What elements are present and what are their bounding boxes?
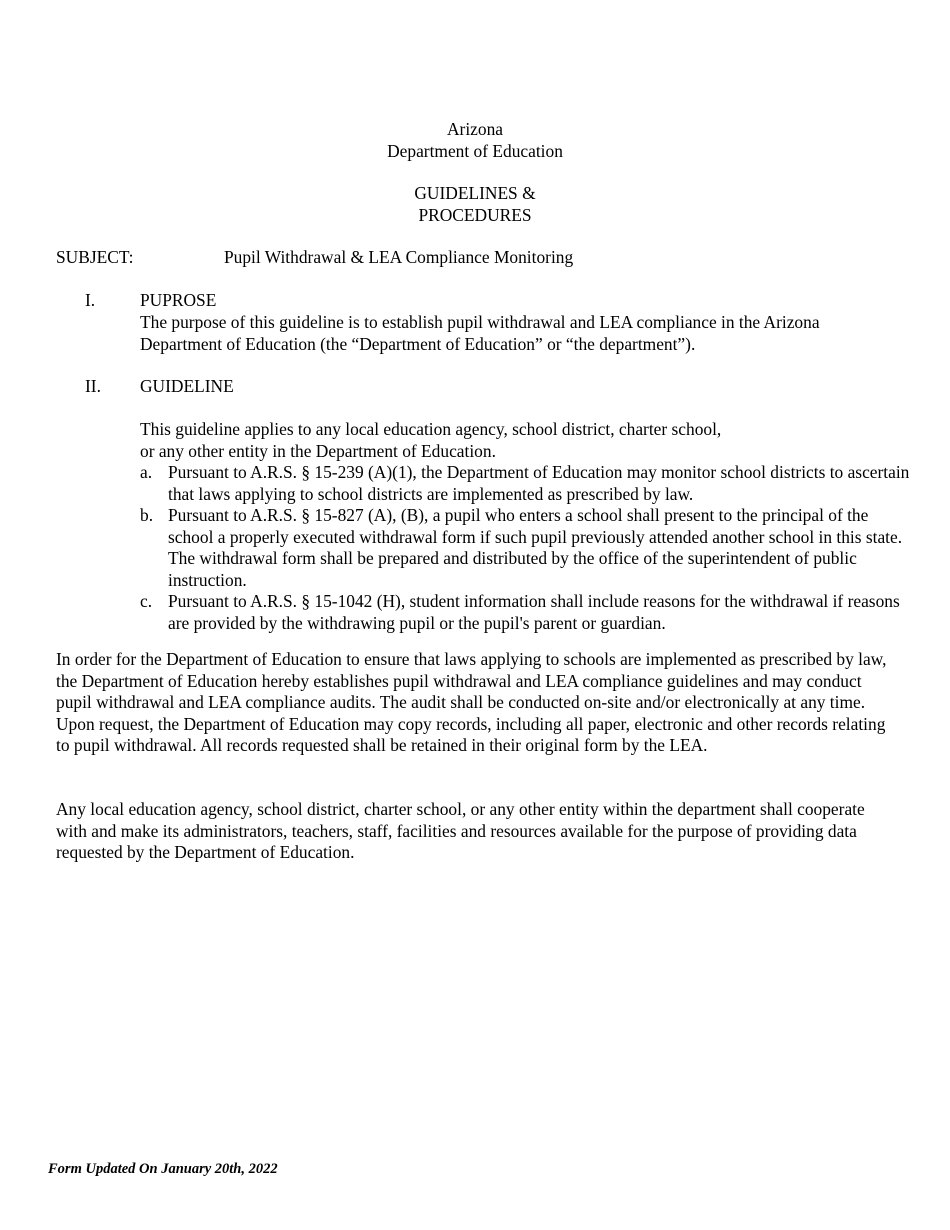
agency-header (0, 119, 950, 162)
list-marker: c. (140, 591, 153, 611)
list-item (140, 591, 910, 634)
section-1-number: I. (85, 290, 96, 310)
document-type-header (0, 183, 950, 226)
section-1-body: The purpose of this guideline is to establish pupil withdrawal and LEA compliance in the Arizona Department of Education (the “Department of Education” or “the department”). (140, 312, 820, 354)
compliance-paragraph: In order for the Department of Education to ensure that laws applying to schools are implemented as prescribed by law, the Department of Education hereby establishes pupil withdrawal and LEA compliance guidelines and may conduct pupil withdrawal and LEA compliance audits. The audit shall be conducted on-site and/or electronically at any time. Upon request, the Department of Education may copy records, including all paper, electronic and other records relating to pupil withdrawal. All records requested shall be retained in their original form by the LEA. (56, 649, 887, 755)
state-name: Arizona (446, 119, 503, 139)
section-2-number: II. (85, 376, 101, 396)
subject-value: Pupil Withdrawal & LEA Compliance Monitoring (224, 247, 574, 267)
document-type-line2: PROCEDURES (418, 204, 532, 225)
list-item-text: Pursuant to A.R.S. § 15-827 (A), (B), a pupil who enters a school shall present to the principal of the school a properly executed withdrawal form if such pupil previously attended another school in this state. The withdrawal form shall be prepared and distributed by the office of the superintendent of public instruction. (168, 505, 903, 590)
form-updated-footer: Form Updated On January 20th, 2022 (48, 1161, 278, 1177)
section-2-intro (140, 419, 900, 462)
guideline-list (140, 462, 910, 634)
section-2-intro-line2: or any other entity in the Department of Education. (140, 440, 496, 461)
list-item-text: Pursuant to A.R.S. § 15-239 (A)(1), the Department of Education may monitor school districts to ascertain that laws applying to school districts are implemented as prescribed by law. (168, 462, 910, 504)
list-marker: b. (140, 505, 154, 525)
document-type-line1: GUIDELINES & (414, 183, 536, 203)
section-2-title: GUIDELINE (140, 376, 234, 396)
list-item (140, 505, 910, 591)
section-1-title: PUPROSE (140, 290, 217, 310)
list-item-text: Pursuant to A.R.S. § 15-1042 (H), student information shall include reasons for the withdrawal if reasons are provided by the withdrawing pupil or the pupil's parent or guardian. (168, 591, 900, 633)
subject-label: SUBJECT: (56, 247, 134, 267)
list-item (140, 462, 910, 505)
department-name: Department of Education (387, 140, 563, 161)
list-marker: a. (140, 462, 153, 482)
section-2-intro-line1: This guideline applies to any local education agency, school district, charter school, (140, 419, 722, 439)
cooperation-paragraph: Any local education agency, school district, charter school, or any other entity within the department shall cooperate with and make its administrators, teachers, staff, facilities and resources available for the purpose of providing data requested by the Department of Education. (56, 799, 865, 862)
